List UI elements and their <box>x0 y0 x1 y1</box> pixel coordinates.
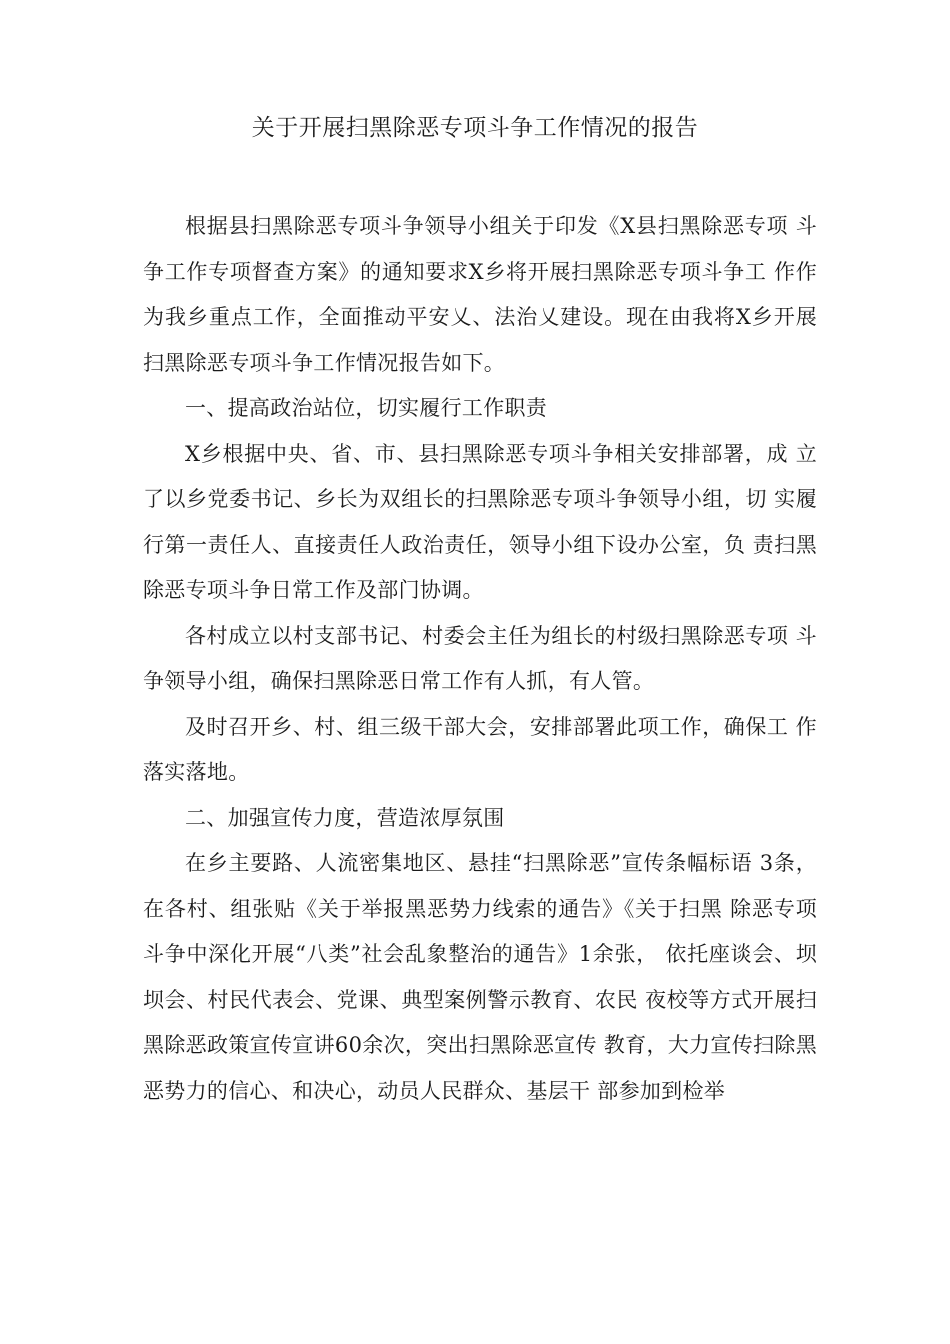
document-body <box>143 204 817 1114</box>
paragraph-publicity: 在乡主要路、人流密集地区、悬挂“扫黑除恶”宣传条幅标语 3条，在各村、组张贴《关于举报黑恶势力线索的通告》《关于扫黑 除恶专项斗争中深化开展“八类”社会乱象整治的通告》1余张， 依托座谈会、坝坝会、村民代表会、党课、典型案例警示教育、农民 夜校等方式开展扫黑除恶政策宣传宣讲60余次，突出扫黑除恶宣传 教育，大力宣传扫除黑恶势力的信心、和决心，动员人民群众、基层干 部参加到检举 <box>143 851 817 1103</box>
paragraph-intro: 根据县扫黑除恶专项斗争领导小组关于印发《X县扫黑除恶专项 斗争工作专项督查方案》的通知要求X乡将开展扫黑除恶专项斗争工 作作为我乡重点工作，全面推动平安乂、法治乂建设。现在由我将X乡开展扫黑除恶专项斗争工作情况报告如下。 <box>143 214 817 375</box>
paragraph-village-groups: 各村成立以村支部书记、村委会主任为组长的村级扫黑除恶专项 斗争领导小组，确保扫黑除恶日常工作有人抓，有人管。 <box>143 623 817 693</box>
section-heading-2: 二、加强宣传力度，营造浓厚氛围 <box>185 805 505 830</box>
document-title: 关于开展扫黑除恶专项斗争工作情况的报告 <box>251 115 699 141</box>
section-heading-1: 一、提高政治站位，切实履行工作职责 <box>185 396 548 420</box>
paragraph-leadership-group: X乡根据中央、省、市、县扫黑除恶专项斗争相关安排部署，成 立了以乡党委书记、乡长为双组长的扫黑除恶专项斗争领导小组，切 实履行第一责任人、直接责任人政治责任，领导小组下设办公室，负 责扫黑除恶专项斗争日常工作及部门协调。 <box>143 441 817 602</box>
paragraph-cadre-meeting: 及时召开乡、村、组三级干部大会，安排部署此项工作，确保工 作落实落地。 <box>143 714 817 784</box>
